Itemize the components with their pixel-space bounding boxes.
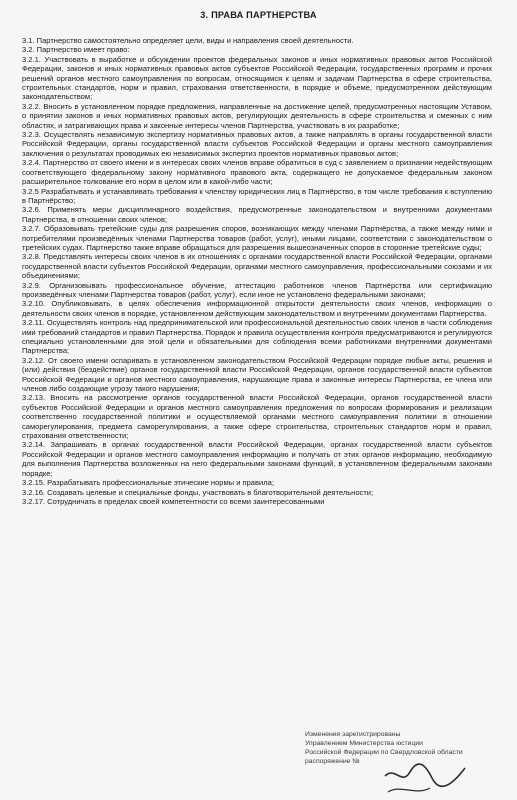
paragraph: 3.2.4. Партнерство от своего имени и в интересах своих членов вправе обратиться в суд с заявлением о признании недействующим соответствующего федеральному закону нормативного правового акта, содержащего не допускаемое федеральным законом расширительное толкование его норм в целом или в какой-либо части;: [22, 158, 492, 187]
paragraph: 3.2.10. Опубликовывать, в целях обеспечения информационной открытости деятельности своих членов, информацию о деятельности своих членов в порядке, установленном действующим законодательством и внутренними документами Партнерства.: [22, 299, 492, 318]
paragraph: 3.2.13. Вносить на рассмотрение органов государственной власти Российской Федерации, органов государственной власти субъектов Российской Федерации и органов местного самоуправления предложения по вопросам формирования и реализации соответственно государственной политики и осуществляемой органами местного самоуправления политики в отношении саморегулирования, предмета саморегулирования, а также сфере строительства, строительных стандартов норм и правил, страхования ответственности;: [22, 393, 492, 441]
paragraph: 3.2.5 Разрабатывать и устанавливать требования к членству юридических лиц в Партнёрство, в том числе требования к вступлению в Партнёрство;: [22, 186, 492, 205]
paragraph: 3.2.3. Осуществлять независимую экспертизу нормативных правовых актов, а также направлять в органы государственной власти Российской Федерации, органы государственной власти субъектов Российской Федерации и органы местного самоуправления заключения о результатах проводимых ею независимых экспертиз проектов нормативных правовых актов;: [22, 130, 492, 158]
paragraph: 3.2.12. От своего имени оспаривать в установленном законодательством Российской Федерации порядке любые акты, решения и (или) действия (бездействие) органов государственной власти Российской Федерации, органов государственной власти субъектов Российской Федерации и органов местного самоуправления, нарушающие права и законные интересы Партнерства, ее члена или членов либо создающие угрозу такого нарушения;: [22, 355, 492, 394]
paragraph: 3.2. Партнерство имеет право:: [22, 45, 130, 55]
paragraph: 3.2.16. Создавать целевые и специальные фонды, участвовать в благотворительной деятельности;: [22, 487, 374, 497]
paragraph: 3.2.8. Представлять интересы своих членов в их отношениях с органами государственной власти Российской Федерации, органами государственной власти субъектов Российской Федерации, органами местного самоуправления, профессиональными союзами и их объединениями;: [22, 252, 492, 281]
stamp-line-4: распоряжение №: [305, 758, 360, 765]
stamp-line-2: Управлением Министерства юстиции: [305, 740, 423, 747]
handwritten-number-icon: [380, 758, 470, 798]
paragraph: 3.2.11. Осуществлять контроль над предпринимательской или профессиональной деятельностью своих членов в части соблюдения ими требований стандартов и правил Партнерства. Порядок и правила осуществления контроля предусматриваются и регулируются специально установленными для этой цели и обязательными для соблюдения всеми работниками внутренними документами Партнерства;: [22, 318, 492, 356]
stamp-line-1: Изменения зарегистрированы: [305, 731, 401, 738]
paragraph: 3.1. Партнерство самостоятельно определяет цели, виды и направления своей деятельности.: [22, 36, 354, 45]
paragraph: 3.2.9. Организовывать профессиональное обучение, аттестацию работников членов Партнёрства или сертификацию произведённых членами Партнерства товаров (работ, услуг), если иное не установлено федеральными законами;: [22, 280, 492, 299]
document-body: [22, 36, 492, 506]
paragraph: 3.2.14. Запрашивать в органах государственной власти Российской Федерации, органах государственной власти субъектов Российской Федерации и органов местного самоуправления информацию и получать от этих органов информацию, необходимую для выполнения Партнерства возложенных на него федеральными законами функций, в установленном федеральными законами порядке;: [22, 440, 492, 478]
paragraph: 3.2.7. Образовывать третейские суды для разрешения споров, возникающих между членами Партнёрства, а также между ними и потребителями произведённых членами Партнерства товаров (работ, услуг), иными лицами, соответствии с законодательством о третейских судах. Партнерство также вправе обращаться для разрешения вышеозначенных споров в сторонние третейские суды;: [22, 224, 492, 252]
paragraph: 3.2.17. Сотрудничать в пределах своей компетентности со всеми заинтересованными: [22, 496, 325, 506]
section-title: 3. ПРАВА ПАРТНЕРСТВА: [200, 10, 317, 20]
paragraph: 3.2.6. Применять меры дисциплинарного воздействия, предусмотренные законодательством и внутренними документами Партнерства, в отношении своих членов;: [22, 205, 492, 224]
paragraph: 3.2.2. Вносить в установленном порядке предложения, направленные на достижение целей, предусмотренных настоящим Уставом, о принятии законов и иных нормативных правовых актов, регулирующих деятельность в сфере строительства и смежных с ним областях, и затрагивающих права и законные интересы членов Партнерства, участвовать в их разработке;: [22, 101, 492, 130]
registration-stamp: [305, 730, 505, 800]
paragraph: 3.2.1. Участвовать в выработке и обсуждении проектов федеральных законов и иных нормативных правовых актов Российской Федерации, законов и иных нормативных правовых актов субъектов Российской Федерации, государственных программ и прочих решений органов местного самоуправления по вопросам, относящимся к целям и задачам Партнерства в сфере строительства, строительных стандартов, норм и правил, страхования ответственности, в порядке и объеме, предусмотренном действующим законодательством;: [22, 54, 492, 102]
stamp-line-3: Российской Федерации по Свердловской области: [305, 749, 463, 756]
paragraph: 3.2.15. Разрабатывать профессиональные этические нормы и правила;: [22, 478, 274, 488]
